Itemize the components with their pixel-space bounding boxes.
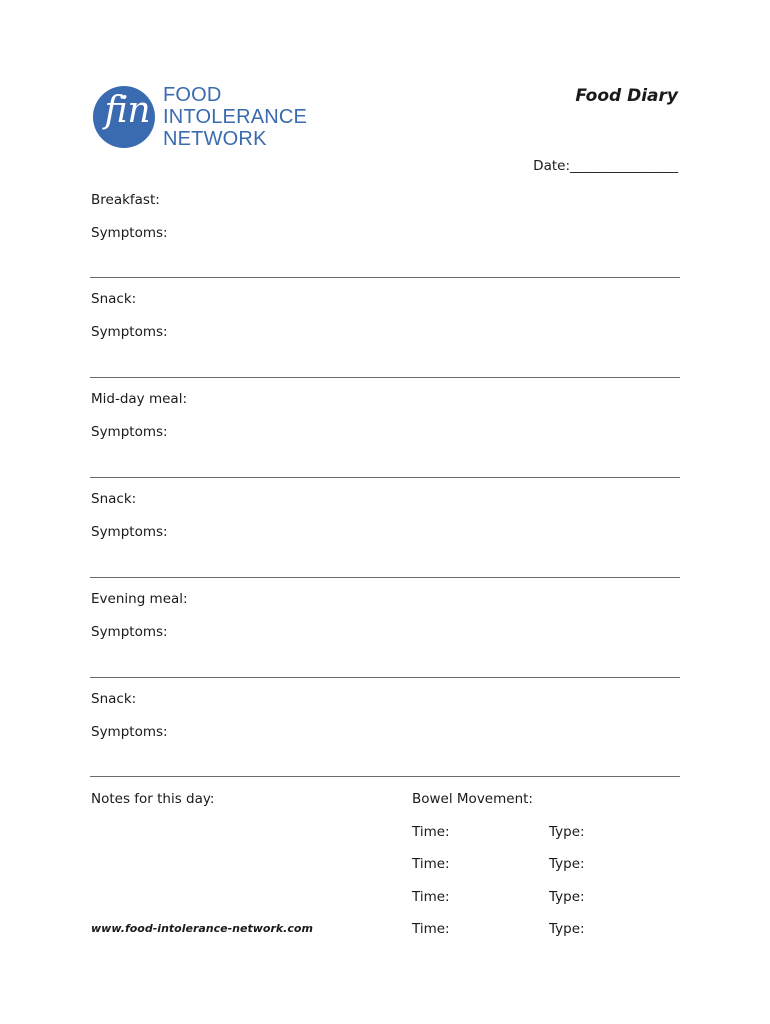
section-divider bbox=[90, 677, 680, 678]
bowel-type-label: Type: bbox=[549, 824, 585, 840]
bowel-time-label: Time: bbox=[412, 889, 450, 905]
bowel-time-label: Time: bbox=[412, 824, 450, 840]
logo-monogram: fin bbox=[104, 90, 150, 131]
website-link[interactable]: www.food-intolerance-network.com bbox=[91, 922, 313, 935]
bowel-type-label: Type: bbox=[549, 889, 585, 905]
bowel-movement-label: Bowel Movement: bbox=[412, 791, 533, 807]
fin-logo bbox=[93, 84, 308, 150]
notes-label: Notes for this day: bbox=[91, 791, 215, 807]
section-divider bbox=[90, 776, 680, 777]
bowel-type-label: Type: bbox=[549, 856, 585, 872]
bowel-time-label: Time: bbox=[412, 856, 450, 872]
meal-label-evening: Evening meal: bbox=[91, 591, 188, 607]
logo-line-network: NETWORK bbox=[163, 128, 267, 150]
logo-line-intolerance: INTOLERANCE bbox=[163, 106, 308, 128]
section-divider bbox=[90, 277, 680, 278]
meal-label-snack: Snack: bbox=[91, 291, 137, 307]
bowel-time-label: Time: bbox=[412, 921, 450, 937]
meal-label-breakfast: Breakfast: bbox=[91, 192, 160, 208]
bowel-type-label: Type: bbox=[549, 921, 585, 937]
symptoms-label: Symptoms: bbox=[91, 424, 168, 440]
logo-line-food: FOOD bbox=[163, 84, 222, 106]
meal-label-snack: Snack: bbox=[91, 491, 137, 507]
section-divider bbox=[90, 577, 680, 578]
page-title: Food Diary bbox=[575, 86, 678, 106]
meal-label-midday: Mid-day meal: bbox=[91, 391, 187, 407]
section-divider bbox=[90, 477, 680, 478]
symptoms-label: Symptoms: bbox=[91, 624, 168, 640]
symptoms-label: Symptoms: bbox=[91, 724, 168, 740]
section-divider bbox=[90, 377, 680, 378]
symptoms-label: Symptoms: bbox=[91, 524, 168, 540]
symptoms-label: Symptoms: bbox=[91, 225, 168, 241]
meal-label-snack: Snack: bbox=[91, 691, 137, 707]
symptoms-label: Symptoms: bbox=[91, 324, 168, 340]
date-field[interactable]: Date:________________ bbox=[533, 158, 678, 174]
